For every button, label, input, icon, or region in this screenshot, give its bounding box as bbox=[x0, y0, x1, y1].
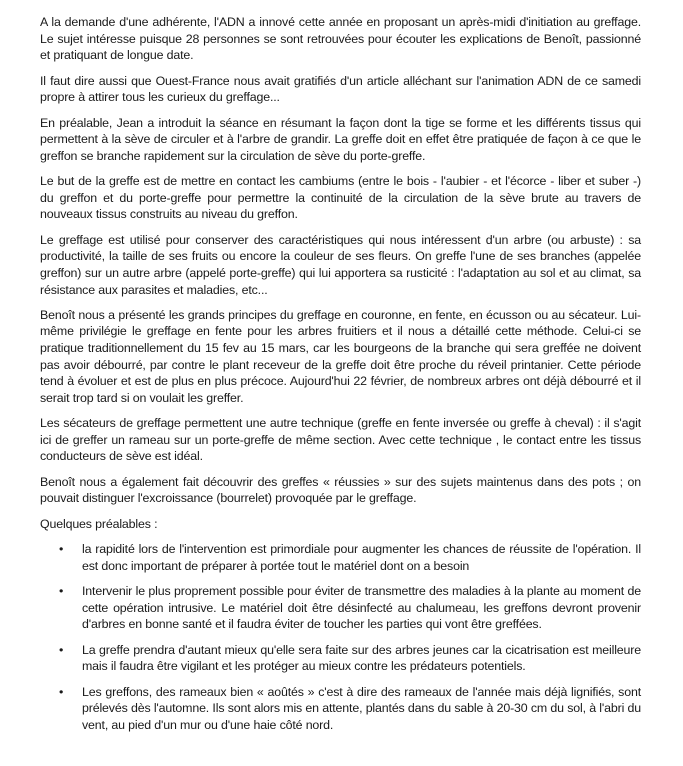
list-item bbox=[40, 684, 641, 734]
list-item bbox=[40, 642, 641, 675]
list-item-text: Intervenir le plus proprement possible pour éviter de transmettre des maladies à la plante au moment de cette opération intrusive. Le matériel doit être désinfecté au chalumeau, les greffons devront provenir d'arbres en bonne santé et il faudra éviter de toucher les parties qui vont être greffées. bbox=[82, 584, 641, 632]
paragraph-but-greffe: Le but de la greffe est de mettre en contact les cambiums (entre le bois - l'aubier - et l'écorce - liber et suber -) du greffon et du porte-greffe pour permettre la continuité de la circulation de la sève brute au travers de nouveaux tissus construits au niveau du greffon. bbox=[40, 174, 641, 222]
paragraph-principes: Benoît nous a présenté les grands principes du greffage en couronne, en fente, en écusson ou au sécateur. Lui-même privilégie le greffage en fente pour les arbres fruitiers et il nous a détaillé cette méthode. Celui-ci se pratique traditionnellement du 15 fev au 15 mars, car les bourgeons de la branche qui sera greffée ne doivent pas avoir débourré, par contre le plant receveur de la greffe doit être proche du réveil printanier. Cette période tend à évoluer et est de plus en plus précoce. Aujourd'hui 22 février, de nombreux arbres ont déjà débourré et il serait trop tard si on voulait les greffer. bbox=[40, 307, 641, 405]
paragraph-prealable: En préalable, Jean a introduit la séance en résumant la façon dont la tige se forme et les différents tissus qui permettent à la sève de circuler et à l'arbre de grandir. La greffe doit en effet être pratiquée de façon à ce que le greffon se branche rapidement sur la circulation de sève du porte-greffe. bbox=[40, 115, 641, 163]
list-item-text: Les greffons, des rameaux bien « aoûtés » c'est à dire des rameaux de l'année mais déjà lignifiés, sont prélevés dès l'automne. Ils sont alors mis en attente, plantés dans du sable à 20-30 cm du sol, à l'abri du vent, au pied d'un mur ou d'une haie côté nord. bbox=[82, 684, 641, 732]
paragraph-intro: A la demande d'une adhérente, l'ADN a innové cette année en proposant un après-midi d'initiation au greffage. Le sujet intéresse puisque 28 personnes se sont retrouvées pour écouter les explications de Benoît, passionné et pratiquant de longue date. bbox=[40, 15, 641, 63]
bullet-icon: • bbox=[59, 642, 64, 657]
list-item bbox=[40, 541, 641, 574]
bullet-icon: • bbox=[59, 684, 64, 699]
bullet-icon: • bbox=[59, 542, 64, 557]
paragraph-secateurs: Les sécateurs de greffage permettent une autre technique (greffe en fente inversée ou greffe à cheval) : il s'agit ici de greffer un rameau sur un porte-greffe de même section. Avec cette technique , le contact entre les tissus conducteurs de sève est idéal. bbox=[40, 416, 641, 464]
paragraph-ouest-france: Il faut dire aussi que Ouest-France nous avait gratifiés d'un article alléchant sur l'animation ADN de ce samedi propre à attirer tous les curieux du greffage... bbox=[40, 73, 641, 105]
bullet-icon: • bbox=[59, 584, 64, 599]
list-item-text: la rapidité lors de l'intervention est primordiale pour augmenter les chances de réussite de l'opération. Il est donc important de préparer à portée tout le matériel dont on a besoin bbox=[82, 542, 641, 573]
paragraph-quelques-prealables: Quelques préalables : bbox=[40, 516, 158, 531]
paragraph-greffes-reussies: Benoît nous a également fait découvrir des greffes « réussies » sur des sujets maintenus dans des pots ; on pouvait distinguer l'excroissance (bourrelet) provoquée par le greffage. bbox=[40, 474, 641, 506]
list-item bbox=[40, 583, 641, 633]
document-body bbox=[40, 14, 641, 742]
paragraph-greffage-utilise: Le greffage est utilisé pour conserver des caractéristiques qui nous intéressent d'un arbre (ou arbuste) : sa productivité, la taille de ses fruits ou encore la couleur de ses fleurs. On greffe l'une de ses branches (appelée greffon) sur un autre arbre (appelé porte-greffe) qui lui apportera sa rusticité : l'adaptation au sol et au climat, sa résistance aux parasites et maladies, etc... bbox=[40, 232, 641, 297]
list-item-text: La greffe prendra d'autant mieux qu'elle sera faite sur des arbres jeunes car la cicatrisation est meilleure mais il faudra être vigilant et les protéger au mieux contre les prédateurs potentiels. bbox=[82, 642, 641, 674]
prealables-list bbox=[40, 541, 641, 733]
